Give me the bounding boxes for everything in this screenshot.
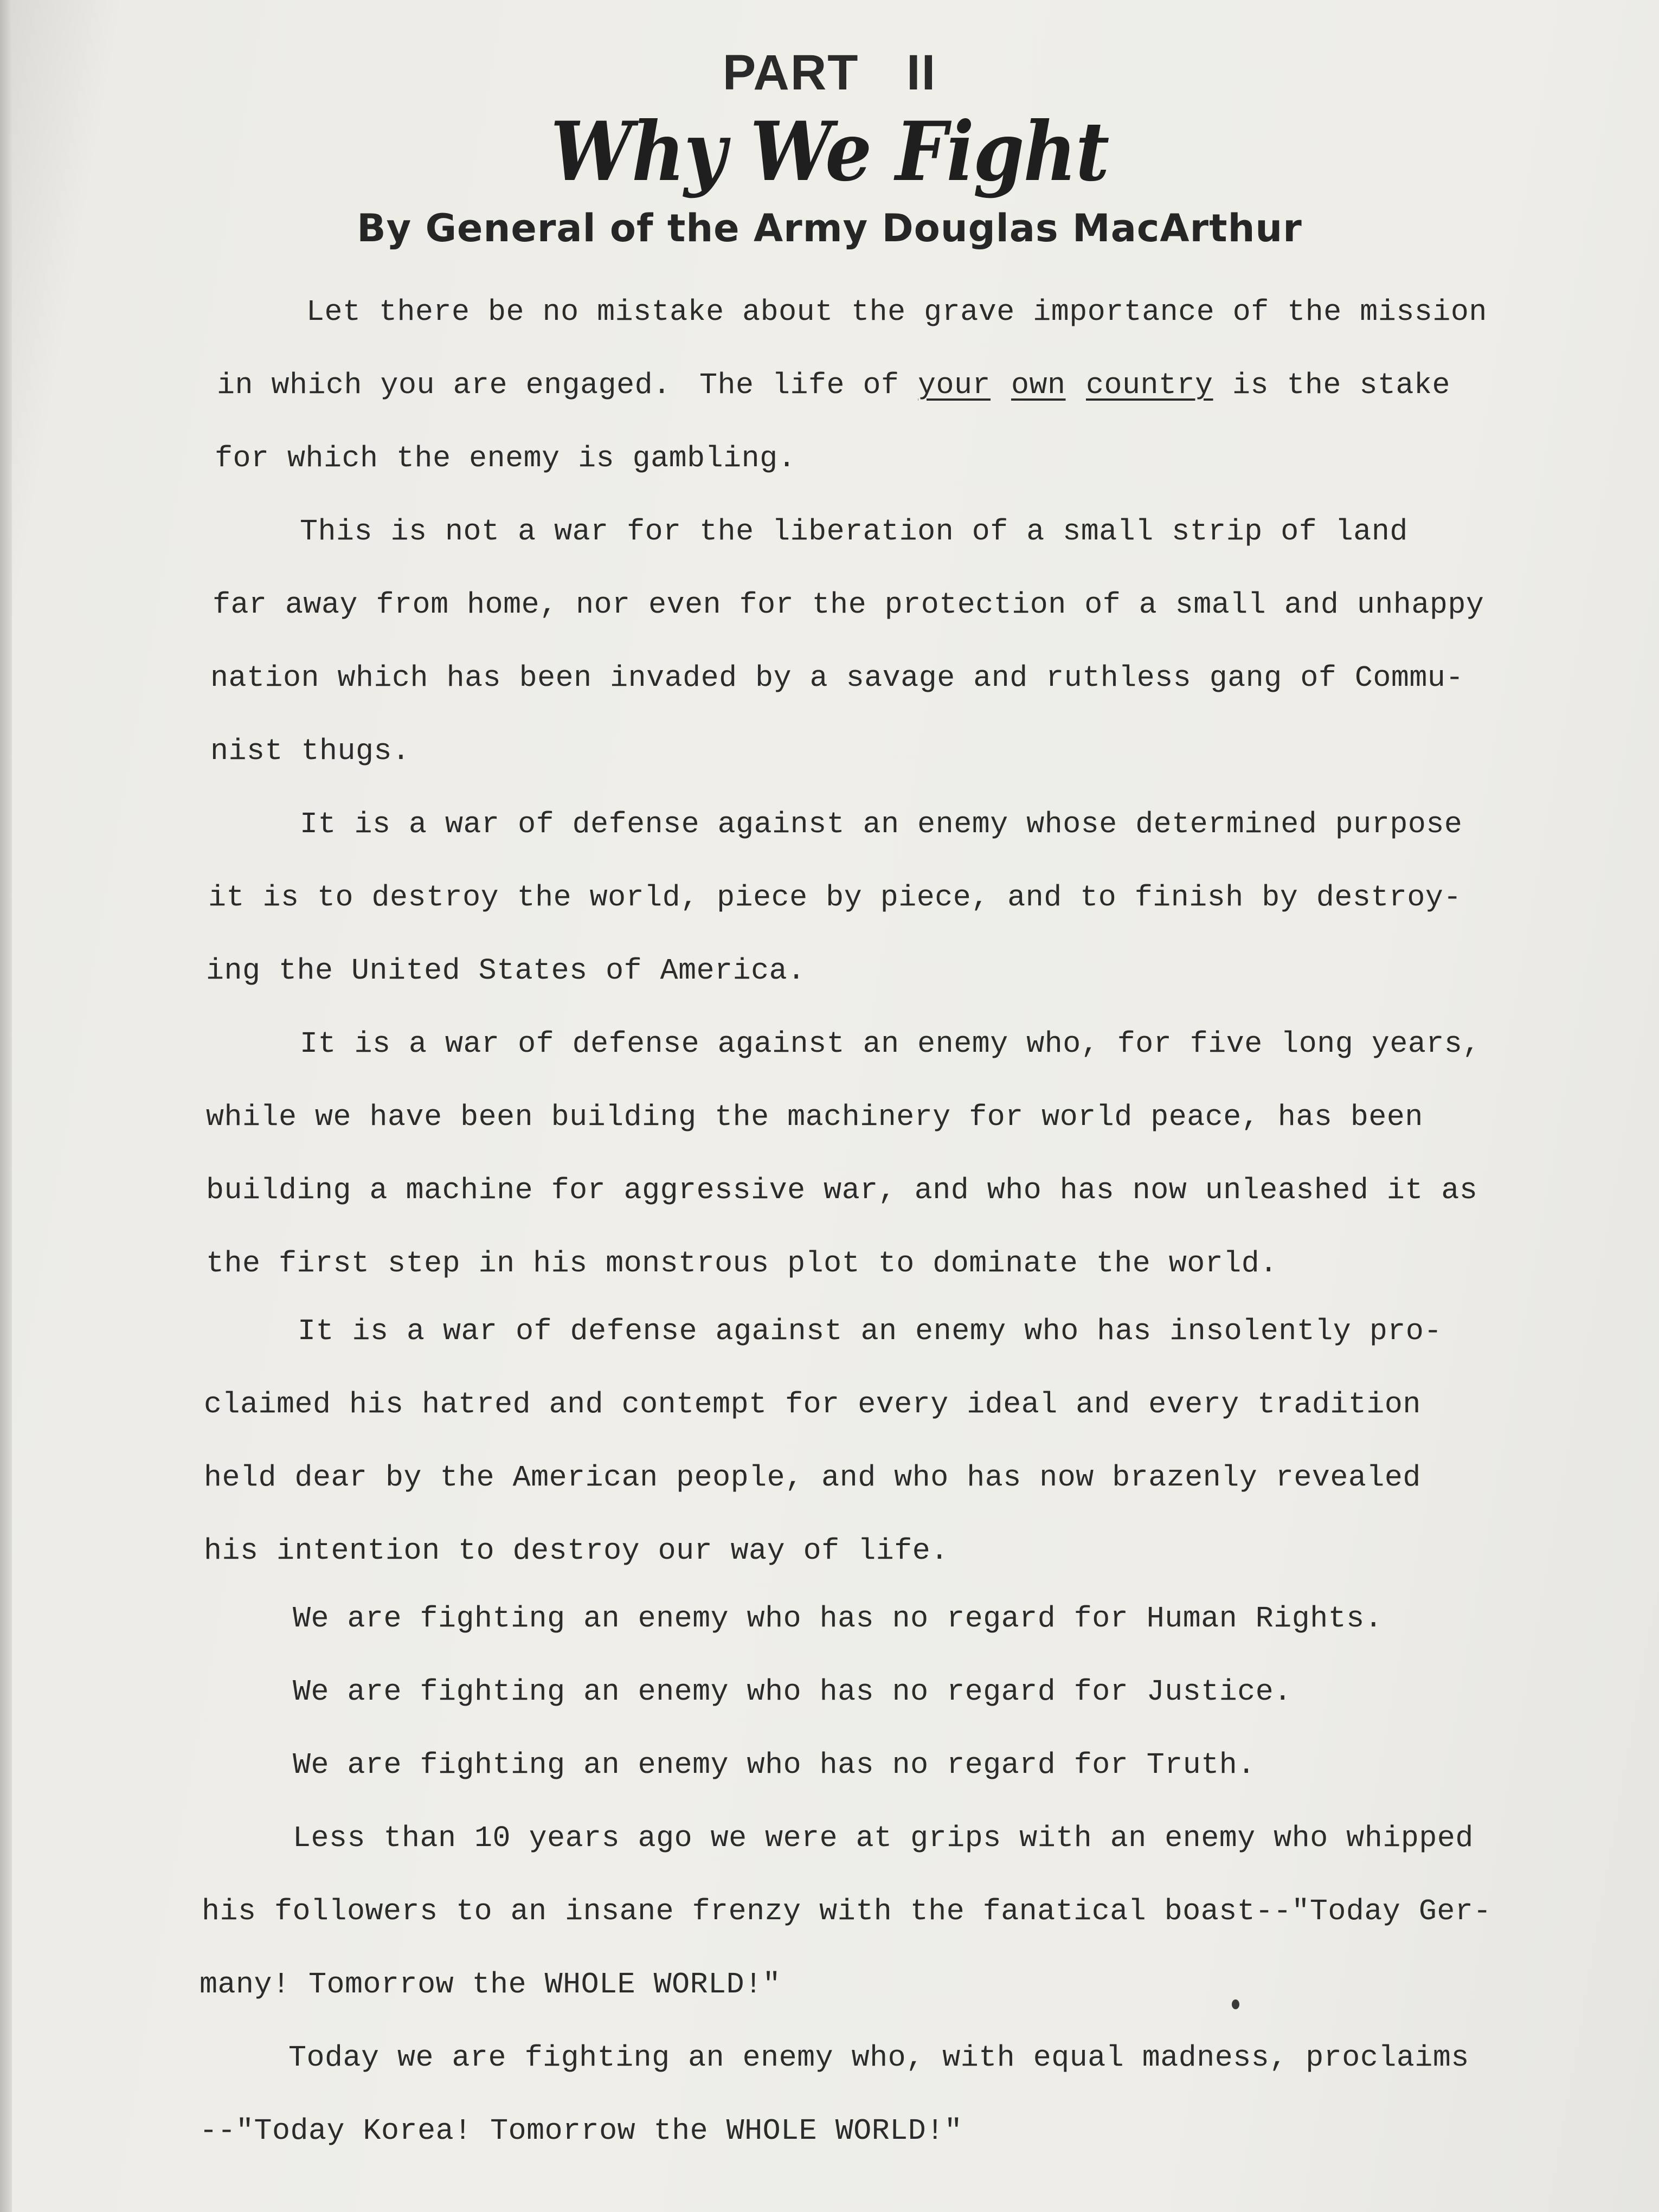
text-line: his intention to destroy our way of life. (204, 1534, 949, 1568)
text-line: --"Today Korea! Tomorrow the WHOLE WORLD!" (200, 2114, 963, 2148)
underlined-word: your (918, 368, 991, 402)
text-line: We are fighting an enemy who has no regard for Justice. (293, 1675, 1292, 1709)
part-heading: PART II (722, 45, 937, 100)
text-line: many! Tomorrow the WHOLE WORLD!" (200, 1967, 781, 2002)
document-title: Why We Fight (550, 104, 1109, 200)
text-line: Let there be no mistake about the grave importance of the mission (306, 295, 1487, 329)
text-line: claimed his hatred and contempt for every ideal and every tradition (204, 1387, 1421, 1422)
text-line: far away from home, nor even for the protection of a small and unhappy (213, 588, 1484, 622)
ink-speck (1232, 1999, 1239, 2009)
text-line: while we have been building the machinery for world peace, has been (206, 1100, 1423, 1134)
underlined-word: own (1011, 368, 1066, 402)
text-line: held dear by the American people, and who has now brazenly revealed (204, 1461, 1421, 1495)
text-line: We are fighting an enemy who has no regard for Human Rights. (293, 1602, 1383, 1636)
underlined-word: country (1086, 368, 1213, 402)
text-line: We are fighting an enemy who has no regard for Truth. (293, 1748, 1256, 1782)
text-line: his followers to an insane frenzy with the fanatical boast--"Today Ger- (202, 1894, 1491, 1928)
text-line: The life of (699, 368, 899, 402)
byline: By General of the Army Douglas MacArthur (357, 206, 1302, 250)
text-line: This is not a war for the liberation of a small strip of land (300, 515, 1408, 549)
text-line: ing the United States of America. (206, 954, 806, 988)
text-line: the first step in his monstrous plot to dominate the world. (206, 1246, 1278, 1281)
text-line: nist thugs. (210, 734, 410, 768)
text-line: in which you are engaged. (217, 368, 671, 402)
text-line: It is a war of defense against an enemy who has insolently pro- (298, 1314, 1442, 1348)
text-line: It is a war of defense against an enemy whose determined purpose (300, 807, 1463, 841)
text-line: building a machine for aggressive war, and who has now unleashed it as (206, 1173, 1478, 1207)
text-line: is the stake (1232, 368, 1451, 402)
text-line: it is to destroy the world, piece by piece, and to finish by destroy- (208, 880, 1462, 915)
text-line: nation which has been invaded by a savage and ruthless gang of Commu- (210, 661, 1464, 695)
text-line: It is a war of defense against an enemy who, for five long years, (300, 1027, 1481, 1061)
text-line: Less than 10 years ago we were at grips with an enemy who whipped (293, 1821, 1474, 1855)
text-line: Today we are fighting an enemy who, with equal madness, proclaims (288, 2041, 1469, 2075)
text-line: for which the enemy is gambling. (215, 441, 796, 475)
